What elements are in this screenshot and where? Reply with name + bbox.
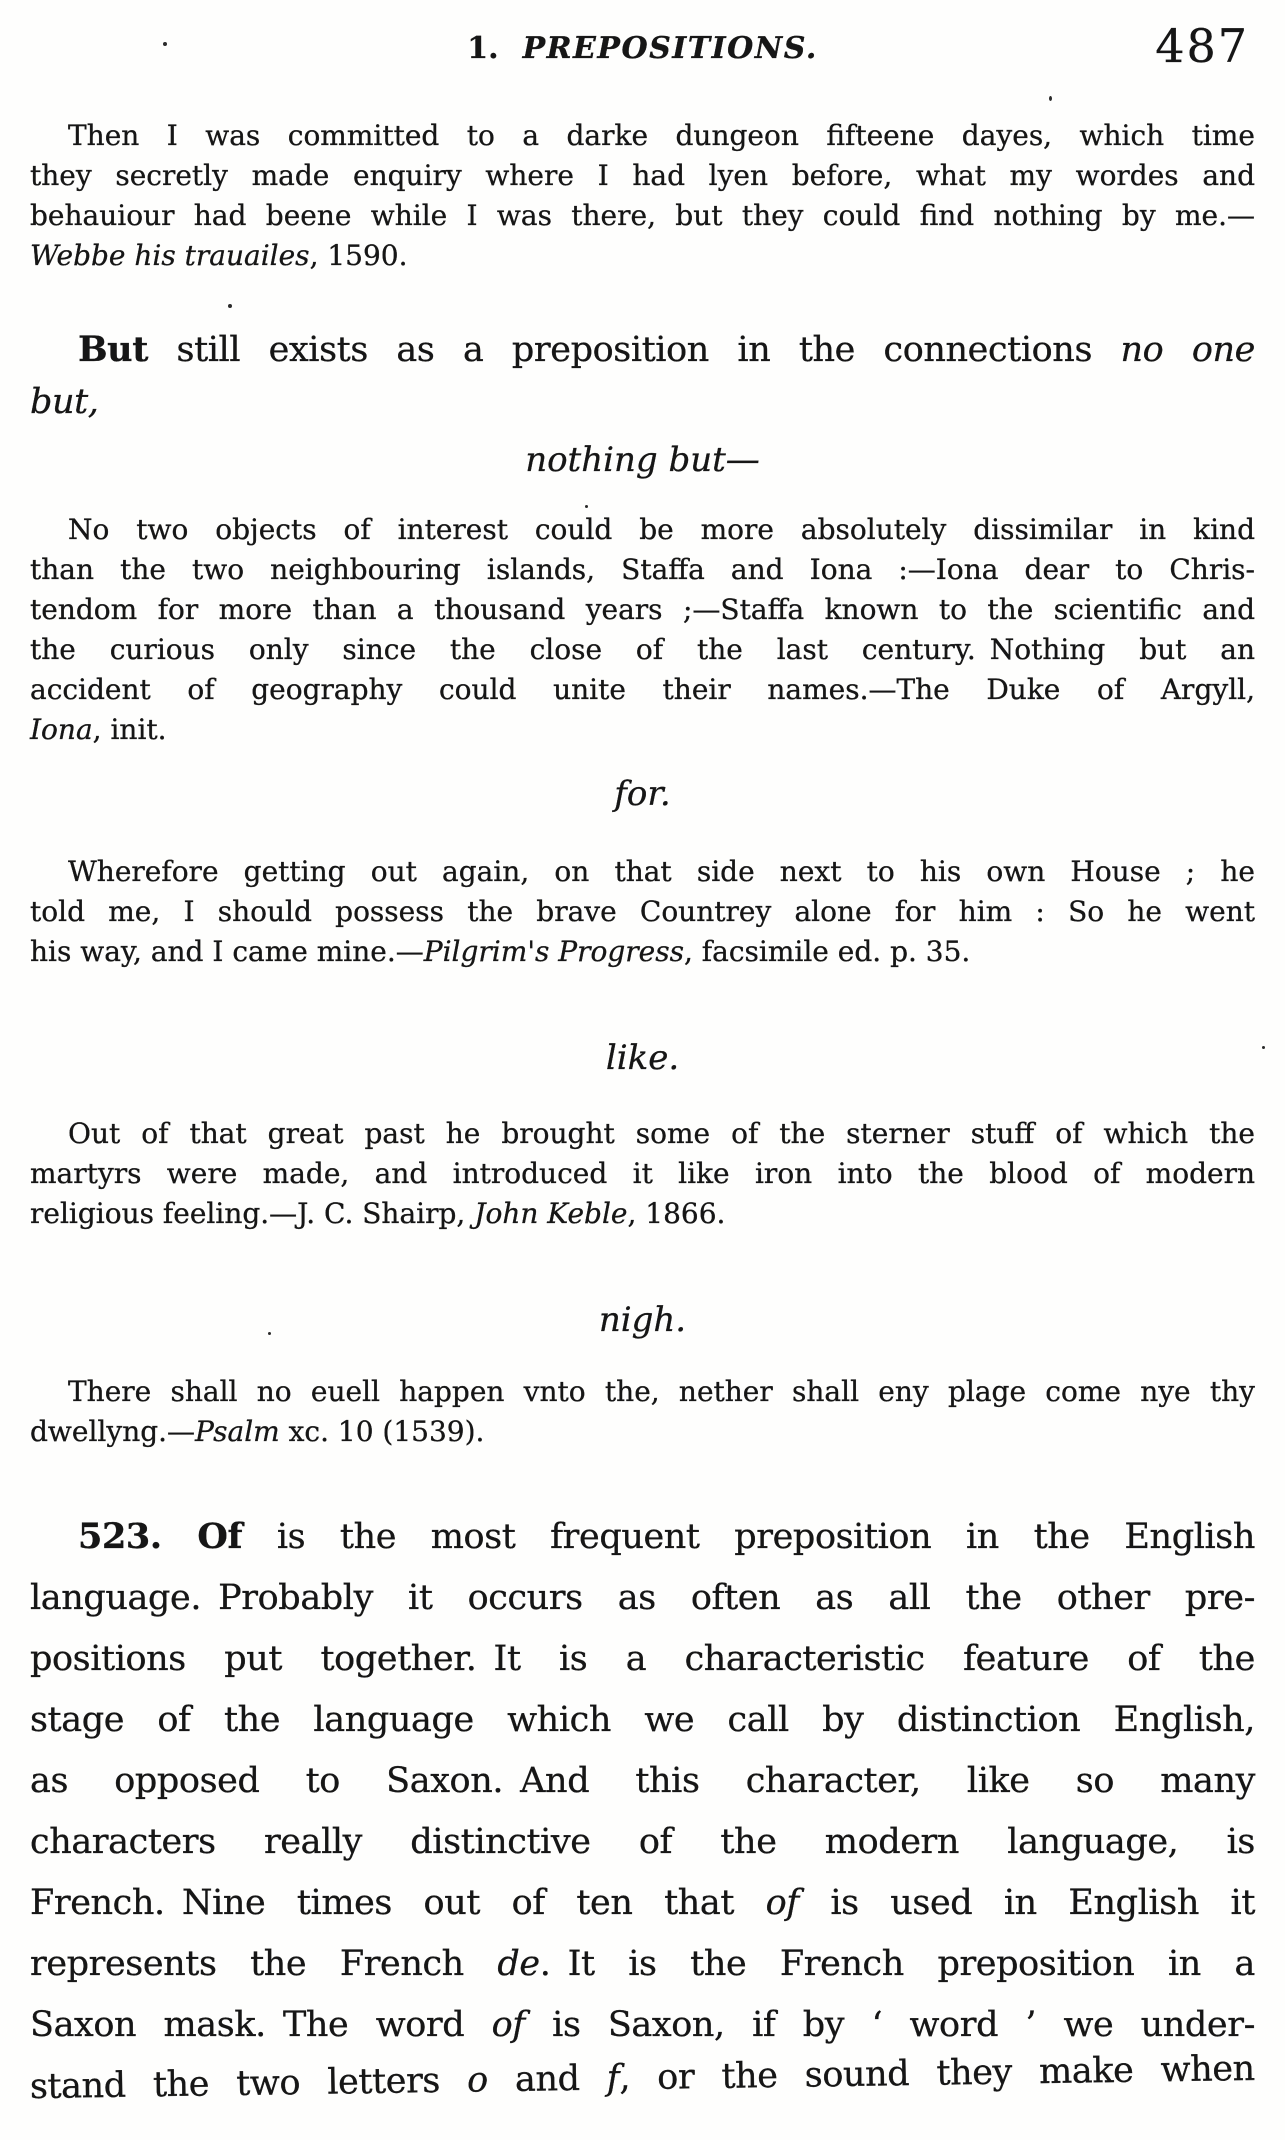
text-segment: Webbe his trauailes: [30, 239, 310, 272]
text-segment: than the two neighbouring islands, Staffa and Iona :—Iona dear to Chris-: [30, 553, 1255, 586]
text-line: [30, 852, 1255, 892]
paragraph-quote: [30, 116, 1255, 276]
text-segment: told me, I should possess the brave Countrey alone for him : So he went: [30, 895, 1255, 928]
text-segment: as opposed to Saxon. And this character, like so many: [30, 1761, 1255, 1801]
text-line: [30, 710, 1255, 750]
text-segment: is the most frequent preposition in the English: [242, 1517, 1255, 1557]
text-segment: Pilgrim's Progress: [423, 935, 684, 968]
text-segment: tendom for more than a thousand years ;—Staffa known to the scientific and: [30, 593, 1255, 626]
text-line: [30, 1629, 1255, 1690]
text-line: [30, 670, 1255, 710]
text-segment: o: [466, 2060, 489, 2101]
text-segment: religious feeling.—J. C. Shairp,: [30, 1197, 475, 1230]
text-line: [30, 1412, 1255, 1452]
text-segment: nothing but—: [525, 440, 760, 480]
text-segment: But: [78, 329, 148, 370]
text-segment: of: [765, 1883, 799, 1923]
text-segment: but,: [30, 382, 99, 422]
scan-speck: [1262, 1046, 1265, 1049]
text-segment: . It is the French preposition in a: [539, 1944, 1255, 1984]
text-segment: his way, and I came mine.—: [30, 935, 424, 968]
subheading: [30, 1034, 1255, 1082]
text-line: [30, 550, 1255, 590]
text-segment: , 1590.: [309, 239, 408, 272]
text-segment: , or the sound they make when: [619, 2048, 1256, 2099]
text-line: [30, 1372, 1255, 1412]
paragraph-main: [30, 1506, 1255, 2117]
text-segment: positions put together. It is a characteristic feature of the: [30, 1639, 1255, 1679]
section-number: 1.: [467, 31, 499, 66]
text-segment: nigh.: [598, 1300, 687, 1340]
scan-speck: [228, 304, 232, 308]
text-segment: for.: [614, 774, 671, 814]
text-segment: French. Nine times out of ten that: [30, 1883, 766, 1923]
text-line: [30, 324, 1255, 376]
text-line: [30, 892, 1255, 932]
text-segment: and: [487, 2058, 608, 2101]
scan-speck: [268, 1332, 271, 1335]
text-segment: stage of the language which we call by distinction English,: [30, 1700, 1255, 1740]
page-header: [30, 19, 1255, 76]
scan-speck: [163, 42, 167, 46]
text-segment: Iona: [30, 713, 93, 746]
text-line: [30, 116, 1255, 156]
text-segment: , 1866.: [627, 1197, 726, 1230]
text-segment: characters really distinctive of the modern language, is: [30, 1822, 1255, 1862]
text-segment: No two objects of interest could be more absolutely dissimilar in kind: [68, 513, 1255, 546]
text-line: [30, 1873, 1255, 1934]
text-line: [30, 932, 1255, 972]
text-segment: is Saxon, if by ‘ word ’ we under-: [524, 2005, 1255, 2045]
page-content: [30, 116, 1255, 2117]
text-line: [30, 1296, 1255, 1344]
text-segment: Then I was committed to a darke dungeon fifteene dayes, which time: [68, 119, 1255, 152]
paragraph-quote: [30, 510, 1255, 750]
text-line: [30, 1568, 1255, 1629]
chapter-title: PREPOSITIONS.: [522, 31, 818, 66]
text-segment: 523. Of: [78, 1516, 243, 1557]
text-line: [30, 1506, 1255, 1568]
text-segment: John Keble: [474, 1197, 628, 1230]
text-segment: accident of geography could unite their names.—The Duke of Argyll,: [30, 673, 1255, 706]
text-segment: the curious only since the close of the last century. Nothing but an: [30, 633, 1255, 666]
text-line: [30, 1154, 1255, 1194]
text-segment: xc. 10 (1539).: [279, 1415, 485, 1448]
page-number: 487: [1155, 19, 1249, 73]
text-segment: represents the French: [30, 1944, 498, 1984]
text-segment: still exists as a preposition in the connections: [148, 330, 1121, 370]
text-line: [30, 436, 1255, 484]
text-line: [30, 510, 1255, 550]
text-segment: f: [606, 2058, 620, 2099]
text-line: [30, 196, 1255, 236]
text-segment: Psalm: [195, 1415, 280, 1448]
text-segment: no one: [1120, 330, 1255, 370]
scan-speck: [585, 505, 588, 508]
text-segment: martyrs were made, and introduced it like iron into the blood of modern: [30, 1157, 1255, 1190]
subheading: [30, 436, 1255, 484]
text-segment: Wherefore getting out again, on that side next to his own House ; he: [68, 855, 1255, 888]
text-line: [30, 1690, 1255, 1751]
text-segment: language. Probably it occurs as often as all the other pre-: [30, 1578, 1255, 1618]
text-segment: , facsimile ed. p. 35.: [683, 935, 971, 968]
scan-speck: [1049, 96, 1052, 101]
text-line: [30, 236, 1255, 276]
paragraph-main: [30, 324, 1255, 428]
text-line: [30, 630, 1255, 670]
text-line: [30, 1114, 1255, 1154]
subheading: [30, 770, 1255, 818]
text-line: [30, 1194, 1255, 1234]
text-segment: Out of that great past he brought some of the sterner stuff of which the: [68, 1117, 1255, 1150]
text-segment: de: [497, 1944, 540, 1984]
chapter-heading: [30, 22, 1255, 76]
text-segment: There shall no euell happen vnto the, nether shall eny plage come nye thy: [68, 1375, 1255, 1408]
paragraph-quote: [30, 1372, 1255, 1452]
text-line: [30, 1034, 1255, 1082]
text-segment: like.: [605, 1038, 680, 1078]
text-segment: dwellyng.—: [30, 1415, 196, 1448]
text-segment: of: [491, 2005, 525, 2045]
text-segment: they secretly made enquiry where I had lyen before, what my wordes and: [30, 159, 1255, 192]
subheading: [30, 1296, 1255, 1344]
text-segment: behauiour had beene while I was there, but they could find nothing by me.—: [30, 199, 1255, 232]
text-segment: is used in English it: [798, 1883, 1255, 1923]
paragraph-quote: [30, 852, 1255, 972]
text-line: [30, 1751, 1255, 1812]
text-line: [30, 770, 1255, 818]
text-segment: , init.: [92, 713, 167, 746]
text-line: [30, 1812, 1255, 1873]
paragraph-quote: [30, 1114, 1255, 1234]
text-segment: Saxon mask. The word: [30, 2005, 492, 2045]
text-line: [30, 1934, 1255, 1995]
text-line: [30, 590, 1255, 630]
text-line: [30, 376, 1255, 428]
text-line: [30, 156, 1255, 196]
text-segment: stand the two letters: [29, 2060, 468, 2108]
